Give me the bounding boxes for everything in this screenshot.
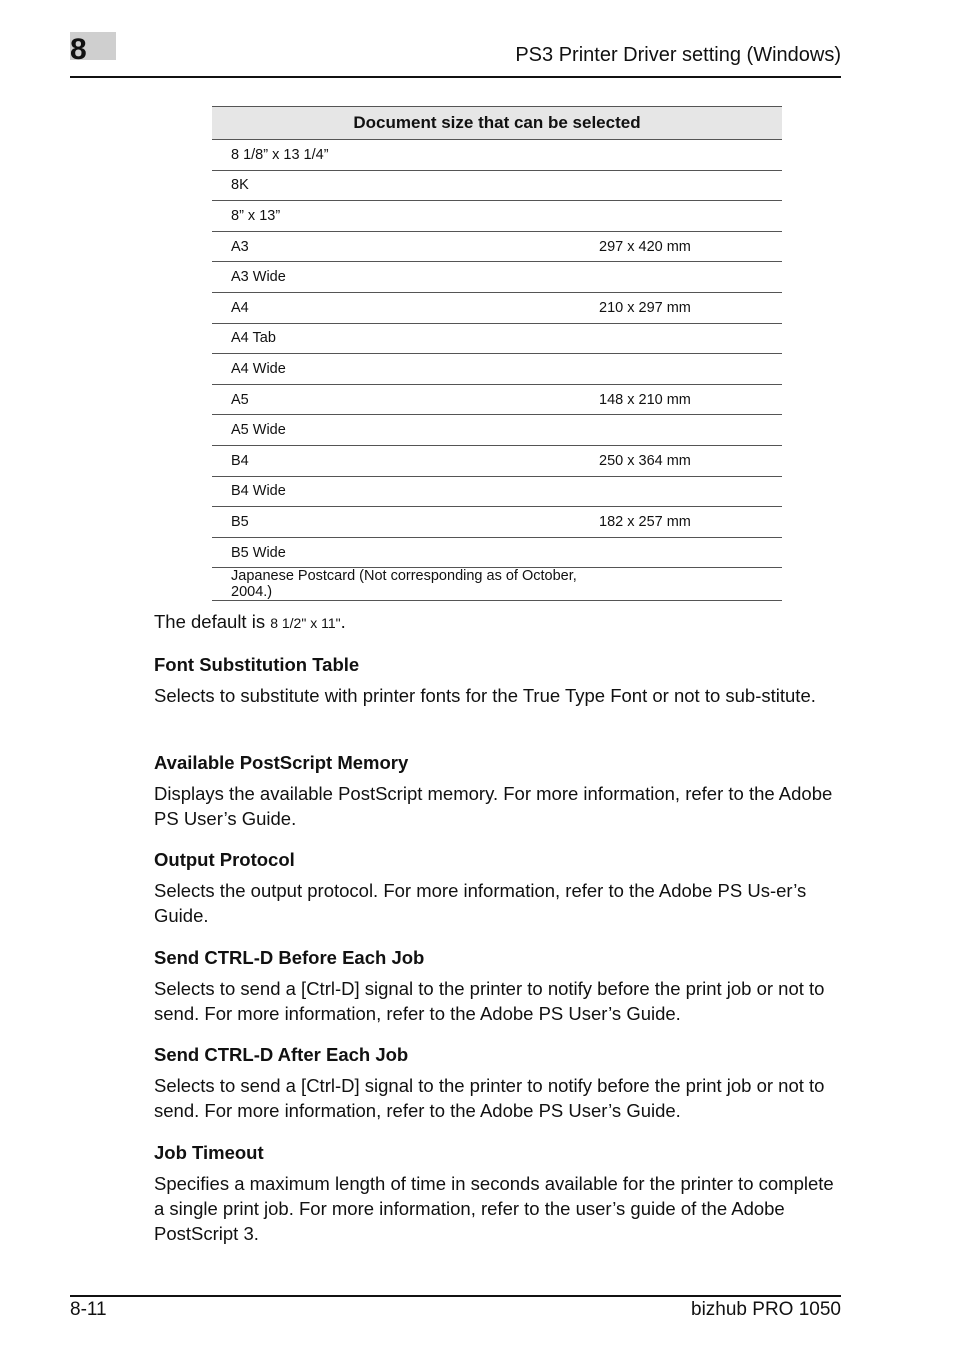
table-row bbox=[212, 170, 782, 201]
size-dimension bbox=[599, 568, 782, 601]
section-body: Selects the output protocol. For more information, refer to the Adobe PS Us-er’s Guide. bbox=[154, 880, 807, 926]
table-row bbox=[212, 262, 782, 293]
section-ctrl-d-after bbox=[154, 1043, 842, 1123]
table-row bbox=[212, 507, 782, 538]
size-name: A3 bbox=[212, 231, 599, 262]
size-name: B5 Wide bbox=[212, 537, 599, 568]
section-body: Selects to substitute with printer fonts for the True Type Font or not to sub-stitute. bbox=[154, 685, 816, 706]
section-heading: Font Substitution Table bbox=[154, 654, 360, 675]
size-dimension bbox=[599, 537, 782, 568]
table-header: Document size that can be selected bbox=[212, 107, 782, 140]
footer-divider bbox=[70, 1295, 841, 1297]
size-name: A5 Wide bbox=[212, 415, 599, 446]
size-dimension bbox=[599, 201, 782, 232]
default-size-note bbox=[154, 610, 346, 635]
size-name: Japanese Postcard (Not corresponding as of October, 2004.) bbox=[212, 568, 599, 601]
size-dimension: 297 x 420 mm bbox=[599, 231, 782, 262]
section-output-protocol bbox=[154, 848, 842, 928]
product-name: bizhub PRO 1050 bbox=[691, 1299, 841, 1320]
section-heading: Send CTRL-D Before Each Job bbox=[154, 947, 425, 968]
size-dimension: 148 x 210 mm bbox=[599, 384, 782, 415]
size-name: B4 bbox=[212, 445, 599, 476]
size-name: 8K bbox=[212, 170, 599, 201]
size-dimension: 250 x 364 mm bbox=[599, 445, 782, 476]
chapter-number: 8 bbox=[70, 33, 87, 66]
default-suffix: . bbox=[340, 611, 346, 632]
size-dimension: 210 x 297 mm bbox=[599, 292, 782, 323]
size-name: 8” x 13” bbox=[212, 201, 599, 232]
size-dimension bbox=[599, 262, 782, 293]
size-name: A4 Tab bbox=[212, 323, 599, 354]
header-divider bbox=[70, 76, 841, 78]
page-number: 8-11 bbox=[70, 1299, 107, 1320]
table-row bbox=[212, 231, 782, 262]
section-ctrl-d-before bbox=[154, 946, 842, 1026]
size-dimension bbox=[599, 140, 782, 171]
size-name: A3 Wide bbox=[212, 262, 599, 293]
size-name: A4 Wide bbox=[212, 354, 599, 385]
section-font-substitution bbox=[154, 653, 842, 708]
size-name: B5 bbox=[212, 507, 599, 538]
table-row bbox=[212, 568, 782, 601]
table-row bbox=[212, 384, 782, 415]
default-value: 8 1/2" x 11" bbox=[270, 615, 341, 631]
table-row bbox=[212, 537, 782, 568]
size-name: 8 1/8” x 13 1/4” bbox=[212, 140, 599, 171]
table-row bbox=[212, 201, 782, 232]
section-heading: Output Protocol bbox=[154, 849, 295, 870]
table-row bbox=[212, 292, 782, 323]
page-header-title: PS3 Printer Driver setting (Windows) bbox=[515, 44, 841, 66]
document-size-table bbox=[212, 106, 782, 601]
section-body: Displays the available PostScript memory. For more information, refer to the Adobe PS User’s Guide. bbox=[154, 783, 833, 829]
size-dimension bbox=[599, 476, 782, 507]
size-dimension: 182 x 257 mm bbox=[599, 507, 782, 538]
table-row bbox=[212, 415, 782, 446]
table-row bbox=[212, 354, 782, 385]
section-postscript-memory bbox=[154, 751, 842, 831]
size-dimension bbox=[599, 415, 782, 446]
section-heading: Available PostScript Memory bbox=[154, 752, 409, 773]
section-heading: Send CTRL-D After Each Job bbox=[154, 1044, 409, 1065]
default-prefix: The default is bbox=[154, 611, 271, 632]
table-row bbox=[212, 476, 782, 507]
section-body: Selects to send a [Ctrl-D] signal to the printer to notify before the print job or not to send. For more information, refer to the Adobe PS User’s Guide. bbox=[154, 978, 825, 1024]
section-body: Selects to send a [Ctrl-D] signal to the printer to notify before the print job or not to send. For more information, refer to the Adobe PS User’s Guide. bbox=[154, 1075, 825, 1121]
section-job-timeout bbox=[154, 1141, 842, 1246]
size-name: A5 bbox=[212, 384, 599, 415]
size-dimension bbox=[599, 354, 782, 385]
size-name: B4 Wide bbox=[212, 476, 599, 507]
size-name: A4 bbox=[212, 292, 599, 323]
table-row bbox=[212, 323, 782, 354]
section-heading: Job Timeout bbox=[154, 1142, 264, 1163]
table-row bbox=[212, 445, 782, 476]
table-row bbox=[212, 140, 782, 171]
size-dimension bbox=[599, 323, 782, 354]
section-body: Specifies a maximum length of time in seconds available for the printer to complete a single print job. For more information, refer to the user’s guide of the Adobe PostScript 3. bbox=[154, 1173, 834, 1244]
size-dimension bbox=[599, 170, 782, 201]
